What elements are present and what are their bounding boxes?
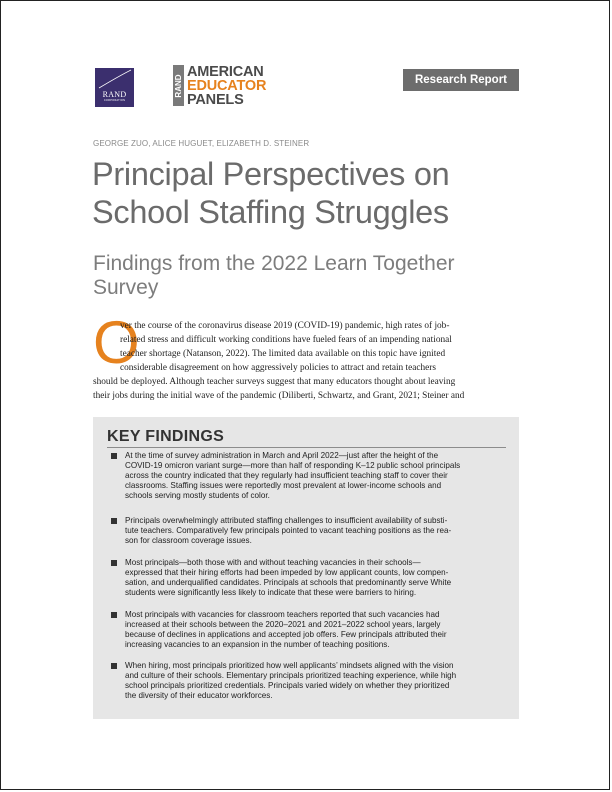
aep-logo-line-2: EDUCATOR <box>187 78 267 94</box>
aep-logo-bar-text: RAND <box>174 74 183 98</box>
report-type-badge: Research Report <box>403 69 519 91</box>
subtitle-line-1: Findings from the 2022 Learn Together <box>93 252 455 275</box>
key-finding-text <box>125 610 511 650</box>
intro-line-2: related stress and difficult working conditions have fueled fears of an impending national <box>120 335 452 345</box>
key-findings-box <box>93 417 519 719</box>
key-finding-text <box>125 516 511 546</box>
bullet-icon <box>111 663 117 669</box>
key-finding-line: tute teachers. Comparatively few principals pointed to vacant teaching positions as the rea- <box>125 526 452 535</box>
intro-line-3: teacher shortage (Natanson, 2022). The limited data available on this topic have ignited <box>120 349 446 359</box>
authors: GEORGE ZUO, ALICE HUGUET, ELIZABETH D. STEINER <box>93 139 310 148</box>
rand-logo <box>95 68 134 107</box>
intro-line-4: considerable disagreement on how aggressively policies to attract and retain teachers <box>120 363 436 373</box>
rand-swoosh-icon <box>95 68 134 90</box>
key-findings-divider <box>107 447 506 448</box>
aep-logo-line-3: PANELS <box>187 92 244 108</box>
key-finding-line: students were significantly less likely to indicate that these were barriers to hiring. <box>125 588 417 597</box>
key-finding-line: and culture of their schools. Elementary principals prioritized teaching experience, while high <box>125 671 457 680</box>
key-finding-line: because of declines in applications and accepted job offers. Few principals attributed their <box>125 630 447 639</box>
key-finding-line: When hiring, most principals prioritized how well applicants’ mindsets aligned with the vision <box>125 661 454 670</box>
key-finding-text <box>125 558 511 598</box>
bullet-icon <box>111 612 117 618</box>
rand-logo-subtitle: CORPORATION <box>103 99 126 102</box>
aep-logo <box>173 64 293 108</box>
key-finding-line: increased at their schools between the 2020–2021 and 2021–2022 school years, largely <box>125 620 441 629</box>
title-line-1: Principal Perspectives on <box>92 156 450 192</box>
intro-line-6: their jobs during the initial wave of the pandemic (Diliberti, Schwartz, and Grant, 2021; Steiner and <box>93 391 465 401</box>
key-finding-line: Most principals with vacancies for classroom teachers reported that such vacancies had <box>125 610 440 619</box>
key-finding-line: school principals prioritized credentials. Principals varied widely on whether they prioritized <box>125 681 450 690</box>
page-title <box>92 155 532 231</box>
key-finding-line: COVID-19 omicron variant surge—more than half of responding K–12 public school principals <box>125 461 461 470</box>
key-finding-text <box>125 451 511 501</box>
key-finding-text <box>125 661 511 701</box>
rand-logo-name: RAND <box>102 90 127 99</box>
intro-dropcap: O <box>93 309 140 376</box>
key-finding-line: sation, and underqualified candidates. Principals at schools that predominantly serve White <box>125 578 452 587</box>
key-finding-line: At the time of survey administration in March and April 2022—just after the height of the <box>125 451 439 460</box>
aep-logo-line-1: AMERICAN <box>187 64 264 80</box>
key-finding-line: classrooms. Staffing issues were reportedly most prevalent at lower-income schools and <box>125 481 442 490</box>
key-findings-heading: KEY FINDINGS <box>107 428 225 445</box>
intro-line-5: should be deployed. Although teacher surveys suggest that many educators thought about leaving <box>93 377 456 387</box>
intro-line-1: ver the course of the coronavirus disease 2019 (COVID-19) pandemic, high rates of job- <box>120 321 450 331</box>
title-line-2: School Staffing Struggles <box>92 194 449 230</box>
key-finding-line: schools serving mostly students of color. <box>125 491 270 500</box>
key-finding-line: increasing vacancies to an expansion in the number of teaching positions. <box>125 640 390 649</box>
key-finding-line: Principals overwhelmingly attributed staffing challenges to insufficient availability of substi- <box>125 516 448 525</box>
bullet-icon <box>111 518 117 524</box>
bullet-icon <box>111 560 117 566</box>
bullet-icon <box>111 453 117 459</box>
subtitle-line-2: Survey <box>93 276 159 299</box>
key-finding-line: the diversity of their educator workforces. <box>125 691 273 700</box>
key-finding-line: son for classroom coverage issues. <box>125 536 252 545</box>
aep-logo-bar <box>173 65 184 106</box>
page-subtitle <box>93 252 533 300</box>
key-finding-line: Most principals—both those with and without teaching vacancies in their schools— <box>125 558 421 567</box>
key-finding-line: across the country indicated that they regularly had insufficient teaching staff to cover their <box>125 471 448 480</box>
key-finding-line: expressed that their hiring efforts had been impeded by low applicant counts, low compen- <box>125 568 449 577</box>
